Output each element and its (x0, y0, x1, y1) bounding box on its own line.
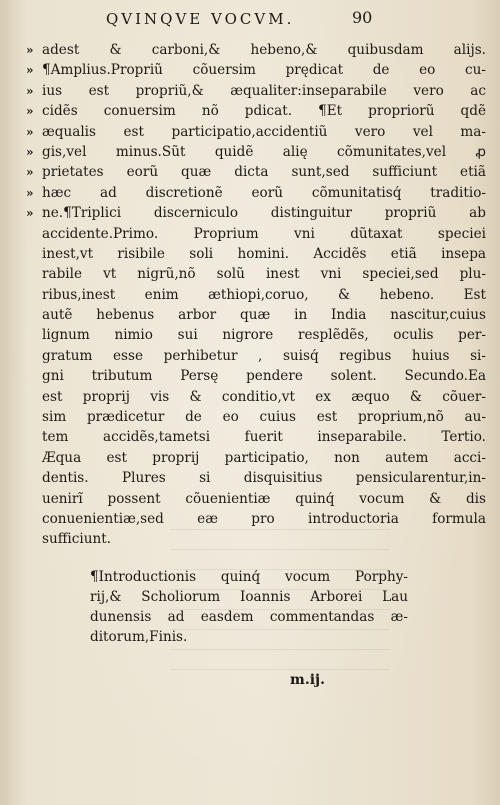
line-text: gni tributum Persę pendere solent. Secundo.Ea (42, 368, 486, 385)
line-text: ¶Amplius.Propriũ cõuersim prędicat de eo cu‑ (42, 62, 486, 79)
marginal-mark: » (26, 165, 34, 180)
text-line (26, 305, 486, 325)
line-text: accidente.Primo. Proprium vni dũtaxat speciei (42, 225, 486, 242)
text-line (26, 468, 486, 488)
text-line (26, 509, 486, 529)
text-line (26, 224, 486, 244)
marginal-mark: » (26, 124, 34, 139)
line-text: hæc ad discretionẽ eorũ cõmunitatisq́ traditio‑ (42, 184, 486, 201)
text-line (26, 529, 486, 549)
line-text: dentis. Plures si disquisitius pensicularentur,in‑ (42, 470, 486, 487)
text-line (26, 407, 486, 427)
text-line (26, 60, 486, 80)
text-line (26, 264, 486, 284)
line-text: sim prædicetur de eo cuius est proprium,nõ au‑ (42, 409, 486, 426)
marginal-mark: » (26, 206, 34, 221)
text-line (26, 489, 486, 509)
line-text: est proprij vis & conditio,vt ex æquo & cõuer‑ (42, 388, 486, 405)
marginal-mark: » (26, 43, 34, 57)
text-line (26, 366, 486, 386)
line-text: lignum nimio sui nigrore resplẽdẽs, oculis per‑ (42, 327, 486, 344)
marginal-mark: » (26, 63, 34, 78)
text-line (26, 101, 486, 121)
running-head: QVINQVE VOCVM. (106, 10, 295, 28)
line-text: ribus,inest enim æthiopi,coruo, & hebeno. Est (42, 286, 486, 303)
text-line (26, 162, 486, 182)
line-text: ne.¶Triplici discerniculo distinguitur propriũ ab (42, 205, 486, 222)
text-line (26, 387, 486, 407)
text-line (26, 183, 486, 203)
colophon-line (90, 587, 410, 607)
marginal-mark: » (26, 185, 34, 200)
line-text: gratum esse perhibetur , suisq́ regibus huius si‑ (42, 347, 486, 364)
line-text: tem accidẽs,tametsi fuerit inseparabile. Tertio. (42, 429, 486, 446)
text-line (26, 81, 486, 101)
text-line (26, 142, 486, 162)
colophon-line (90, 607, 410, 627)
text-line (26, 448, 486, 468)
page-header (0, 8, 500, 30)
page-number: 90 (352, 8, 373, 27)
text-line (26, 285, 486, 305)
line-text: autẽ hebenus arbor quæ in India nascitur,cuius (42, 307, 486, 324)
body-text (26, 40, 486, 550)
marginal-mark: » (26, 83, 34, 98)
line-text: inest,vt risibile soli homini. Accidẽs etiã insepa (42, 245, 486, 262)
line-text: cidẽs conuersim nõ pdicat. ¶Et propriorũ qdẽ (42, 103, 486, 120)
line-text: sufficiunt. (42, 531, 111, 548)
text-line (26, 244, 486, 264)
text-line (26, 346, 486, 366)
line-text: rabile vt nigrũ,nõ solũ inest vni speciei,sed plu‑ (42, 266, 486, 283)
text-line (26, 122, 486, 142)
line-text: conuenientiæ,sed eæ pro introductoria formula (42, 510, 486, 527)
line-text: adest & carboni,& hebeno,& quibusdam alijs. (42, 42, 486, 58)
line-text: uenirĩ possent cõuenientiæ quinq́ vocum & dis (42, 490, 486, 507)
colophon-line-text: rij,& Scholiorum Ioannis Arborei Lau (90, 589, 408, 605)
marginal-mark: » (26, 104, 34, 119)
line-text: æqualis est participatio,accidentiũ vero vel ma‑ (42, 123, 486, 140)
text-line (26, 40, 486, 60)
line-text: gis,vel minus.Sũt quidẽ alię cõmunitates,vel ꝓ (42, 143, 486, 160)
signature-mark: m.ij. (290, 672, 325, 688)
colophon-line-text: ¶Introductionis quinq́ vocum Porphy‑ (90, 569, 408, 585)
text-line (26, 203, 486, 223)
colophon (90, 567, 410, 647)
line-text: prietates eorũ quæ dicta sunt,sed sufficiunt etiã (42, 164, 486, 181)
text-line (26, 427, 486, 447)
colophon-line (90, 627, 410, 647)
marginal-mark: » (26, 144, 34, 159)
line-text: Æqua est proprij participatio, non autem acci‑ (42, 449, 486, 466)
colophon-line-text: dunensis ad easdem commentandas æ‑ (90, 609, 408, 625)
text-line (26, 325, 486, 345)
colophon-line (90, 567, 410, 587)
colophon-line-text: ditorum,Finis. (90, 629, 188, 645)
line-text: ius est propriũ,& æqualiter:inseparabile vero ac (42, 82, 486, 99)
